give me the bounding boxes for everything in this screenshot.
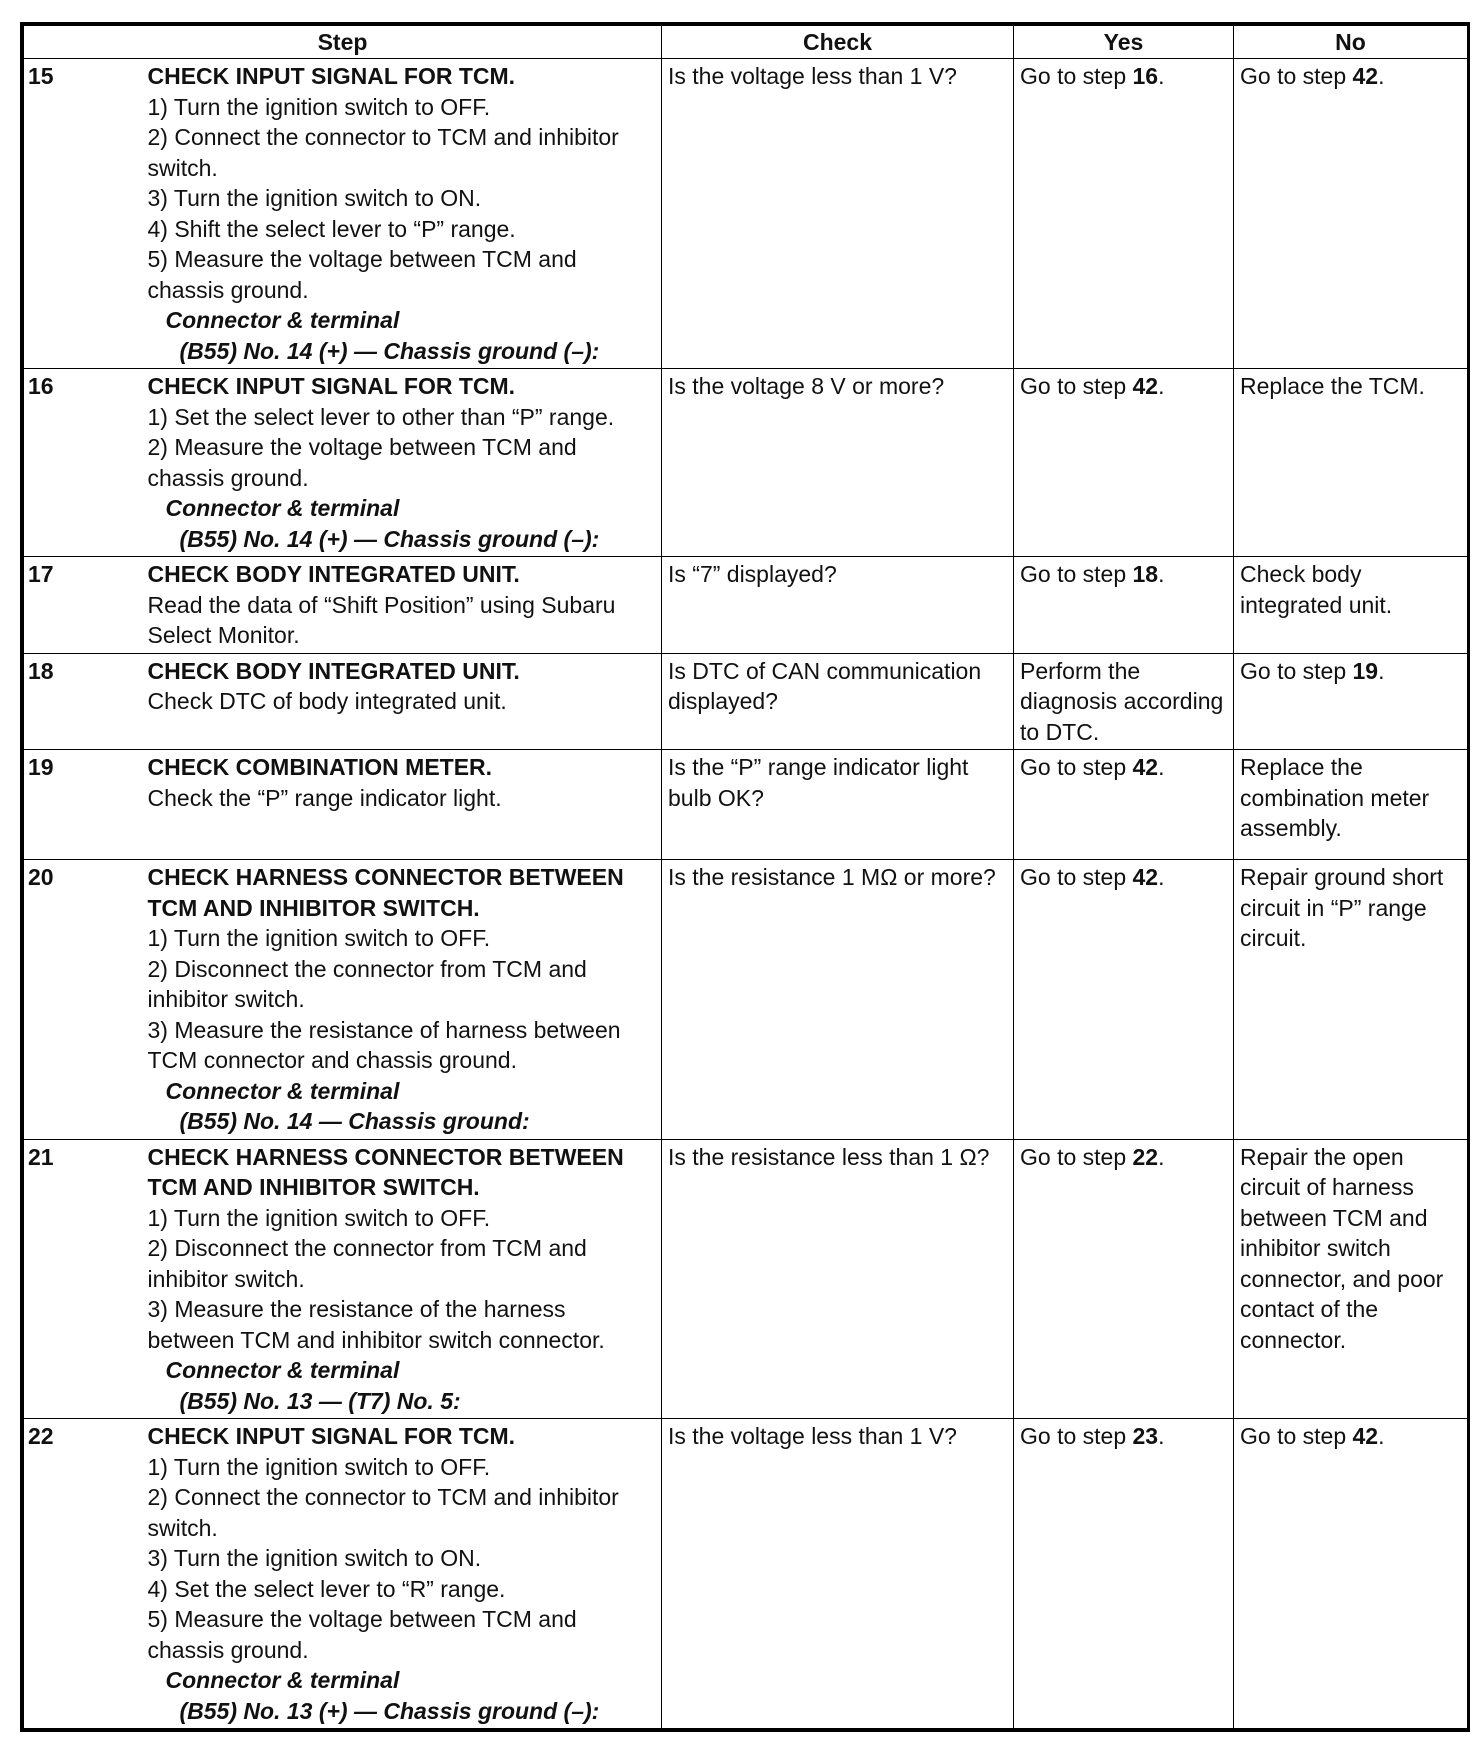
step-instruction: 2) Disconnect the connector from TCM and inhibitor switch. [147, 1235, 587, 1292]
step-instruction: 1) Turn the ignition switch to OFF. [147, 93, 491, 120]
step-title: CHECK INPUT SIGNAL FOR TCM. [147, 373, 516, 399]
no-action-text: Repair the open circuit of harness between TCM and inhibitor switch connector, and poor contact of the connector. [1240, 1143, 1444, 1353]
step-description [136, 369, 662, 557]
table-row [24, 750, 1468, 860]
step-instruction: 4) Shift the select lever to “P” range. [147, 215, 516, 242]
table-row [24, 1419, 1468, 1729]
step-instruction: 3) Turn the ignition switch to ON. [147, 1545, 482, 1571]
diagnostic-table [23, 25, 1468, 1729]
yes-step-reference: 42 [1132, 373, 1159, 399]
connector-spec: (B55) No. 13 (+) — Chassis ground (–): [179, 1697, 600, 1724]
step-instruction: Check DTC of body integrated unit. [147, 688, 507, 714]
connector-label: Connector & terminal [165, 1357, 400, 1383]
no-action-text: Check body integrated unit. [1240, 561, 1393, 618]
header-yes: Yes [1014, 26, 1234, 59]
yes-action-end: . [1158, 864, 1165, 890]
connector-spec: (B55) No. 13 — (T7) No. 5: [179, 1387, 461, 1414]
step-instruction: 2) Measure the voltage between TCM and chassis ground. [147, 434, 577, 491]
check-question: Is the resistance 1 MΩ or more? [662, 860, 1014, 1140]
connector-spec: (B55) No. 14 (+) — Chassis ground (–): [179, 337, 600, 364]
step-instruction: 1) Set the select lever to other than “P” range. [147, 403, 615, 430]
yes-action-text: Go to step [1020, 754, 1133, 780]
yes-action-text: Go to step [1020, 561, 1133, 587]
no-action [1234, 860, 1468, 1140]
no-action [1234, 653, 1468, 750]
step-instruction: 4) Set the select lever to “R” range. [147, 1575, 506, 1602]
no-action [1234, 59, 1468, 369]
yes-action-end: . [1158, 373, 1165, 399]
table-row [24, 557, 1468, 654]
step-instruction: 5) Measure the voltage between TCM and chassis ground. [147, 1606, 577, 1663]
no-action [1234, 750, 1468, 860]
step-number: 21 [24, 1139, 136, 1419]
step-title: CHECK HARNESS CONNECTOR BETWEEN TCM AND INHIBITOR SWITCH. [147, 864, 624, 921]
table-row [24, 1139, 1468, 1419]
yes-step-reference: 23 [1132, 1423, 1159, 1449]
step-number: 15 [24, 59, 136, 369]
no-action-end: . [1378, 63, 1385, 89]
step-title: CHECK BODY INTEGRATED UNIT. [147, 657, 520, 684]
step-instruction: 2) Connect the connector to TCM and inhibitor switch. [147, 1484, 619, 1541]
connector-spec: (B55) No. 14 — Chassis ground: [179, 1108, 530, 1134]
yes-action-text: Go to step [1020, 1423, 1133, 1449]
check-question: Is the voltage less than 1 V? [662, 1419, 1014, 1729]
step-title: CHECK COMBINATION METER. [147, 754, 493, 780]
yes-action-end: . [1158, 754, 1165, 780]
no-action-text: Repair ground short circuit in “P” range circuit. [1240, 864, 1444, 951]
yes-step-reference: 42 [1132, 864, 1159, 890]
yes-step-reference: 18 [1132, 561, 1159, 587]
step-number: 22 [24, 1419, 136, 1729]
table-header-row [24, 26, 1468, 59]
no-action-end: . [1378, 657, 1385, 684]
yes-action-end: . [1158, 1143, 1165, 1170]
yes-action-text: Go to step [1020, 864, 1133, 890]
yes-action-text: Go to step [1020, 63, 1133, 89]
table-body [24, 59, 1468, 1729]
connector-label: Connector & terminal [165, 1667, 400, 1693]
step-instruction: 2) Connect the connector to TCM and inhibitor switch. [147, 124, 619, 181]
no-action-text: Go to step [1240, 63, 1353, 89]
step-number: 19 [24, 750, 136, 860]
no-action-text: Replace the TCM. [1240, 373, 1425, 399]
yes-action [1014, 1139, 1234, 1419]
yes-action [1014, 1419, 1234, 1729]
no-action-text: Go to step [1240, 1423, 1353, 1449]
no-action [1234, 369, 1468, 557]
check-question: Is DTC of CAN communication displayed? [662, 653, 1014, 750]
no-action-end: . [1378, 1423, 1385, 1449]
diagnostic-table-container [20, 22, 1470, 1732]
table-row [24, 653, 1468, 750]
check-question: Is “7” displayed? [662, 557, 1014, 654]
connector-label: Connector & terminal [165, 495, 400, 521]
yes-step-reference: 16 [1132, 63, 1159, 89]
step-instruction: 1) Turn the ignition switch to OFF. [147, 1204, 491, 1231]
step-instruction: Check the “P” range indicator light. [147, 784, 502, 811]
step-title: CHECK BODY INTEGRATED UNIT. [147, 561, 520, 587]
header-check: Check [662, 26, 1014, 59]
step-description [136, 860, 662, 1140]
yes-action-end: . [1158, 63, 1165, 89]
header-step: Step [24, 26, 662, 59]
step-number: 20 [24, 860, 136, 1140]
step-number: 17 [24, 557, 136, 654]
step-description [136, 1419, 662, 1729]
no-step-reference: 42 [1352, 1423, 1379, 1449]
step-instruction: 3) Measure the resistance of harness between TCM connector and chassis ground. [147, 1016, 621, 1073]
yes-action [1014, 557, 1234, 654]
yes-action [1014, 369, 1234, 557]
step-description [136, 59, 662, 369]
step-description [136, 1139, 662, 1419]
step-instruction: 1) Turn the ignition switch to OFF. [147, 1453, 491, 1480]
yes-action-end: . [1158, 1423, 1165, 1449]
connector-label: Connector & terminal [165, 1077, 400, 1104]
yes-action-text: Perform the diagnosis according to DTC. [1020, 657, 1224, 745]
check-question: Is the “P” range indicator light bulb OK? [662, 750, 1014, 860]
check-question: Is the resistance less than 1 Ω? [662, 1139, 1014, 1419]
no-action-text: Go to step [1240, 657, 1353, 684]
table-row [24, 860, 1468, 1140]
step-title: CHECK HARNESS CONNECTOR BETWEEN TCM AND INHIBITOR SWITCH. [147, 1143, 624, 1200]
yes-action-text: Go to step [1020, 373, 1133, 399]
yes-action [1014, 59, 1234, 369]
step-instruction: 3) Turn the ignition switch to ON. [147, 185, 482, 211]
yes-action [1014, 860, 1234, 1140]
no-step-reference: 19 [1352, 657, 1379, 684]
no-action [1234, 1139, 1468, 1419]
step-title: CHECK INPUT SIGNAL FOR TCM. [147, 63, 516, 89]
yes-action [1014, 653, 1234, 750]
step-instruction: 2) Disconnect the connector from TCM and inhibitor switch. [147, 955, 587, 1012]
yes-action [1014, 750, 1234, 860]
step-instruction: Read the data of “Shift Position” using Subaru Select Monitor. [147, 591, 616, 648]
connector-label: Connector & terminal [165, 307, 400, 333]
step-description [136, 557, 662, 654]
step-description [136, 750, 662, 860]
step-description [136, 653, 662, 750]
check-question: Is the voltage 8 V or more? [662, 369, 1014, 557]
no-step-reference: 42 [1352, 63, 1379, 89]
step-instruction: 1) Turn the ignition switch to OFF. [147, 925, 491, 951]
step-number: 18 [24, 653, 136, 750]
no-action [1234, 1419, 1468, 1729]
yes-step-reference: 42 [1132, 754, 1159, 780]
step-title: CHECK INPUT SIGNAL FOR TCM. [147, 1423, 516, 1449]
table-row [24, 59, 1468, 369]
step-number: 16 [24, 369, 136, 557]
step-instruction: 5) Measure the voltage between TCM and chassis ground. [147, 246, 577, 303]
no-action [1234, 557, 1468, 654]
no-action-text: Replace the combination meter assembly. [1240, 754, 1430, 841]
step-instruction: 3) Measure the resistance of the harness between TCM and inhibitor switch connector. [147, 1296, 605, 1353]
connector-spec: (B55) No. 14 (+) — Chassis ground (–): [179, 525, 600, 552]
yes-action-end: . [1158, 561, 1165, 587]
check-question: Is the voltage less than 1 V? [662, 59, 1014, 369]
header-no: No [1234, 26, 1468, 59]
yes-step-reference: 22 [1132, 1143, 1159, 1170]
yes-action-text: Go to step [1020, 1143, 1133, 1170]
table-row [24, 369, 1468, 557]
